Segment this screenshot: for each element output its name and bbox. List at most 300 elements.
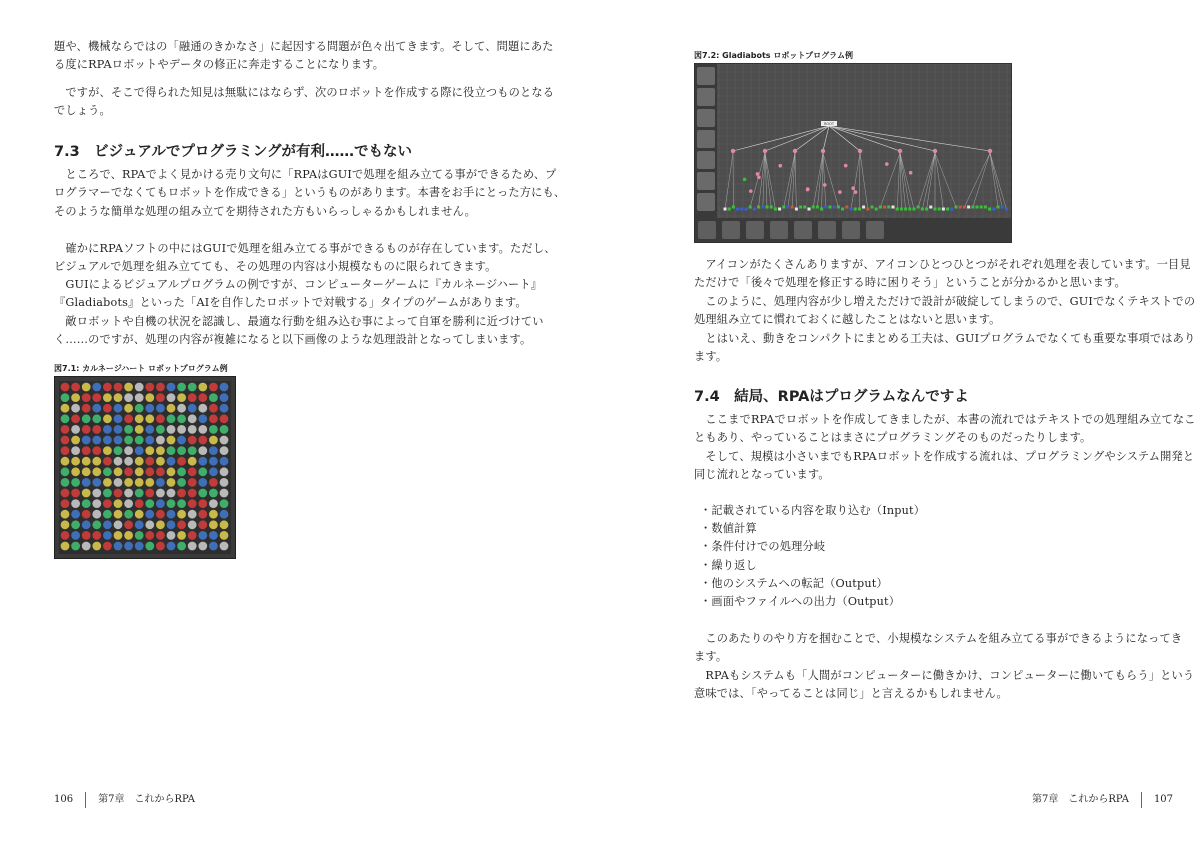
leaf-node (896, 208, 899, 211)
chip (188, 404, 197, 413)
chip (188, 510, 197, 519)
chip (82, 457, 91, 466)
page-footer (54, 790, 195, 808)
leaf-node (997, 206, 1000, 209)
chip (209, 414, 218, 423)
node (757, 175, 761, 179)
chip (167, 383, 176, 392)
chip (92, 531, 101, 540)
chip (145, 404, 154, 413)
paragraph: そして、規模は小さいまでもRPAロボットを作成する流れは、プログラミングやシステム開発と 同じ流れとなっています。 (694, 450, 1195, 482)
chip (177, 520, 186, 529)
chip (135, 467, 144, 476)
chip (114, 393, 123, 402)
bottom-button (842, 221, 860, 239)
chip (167, 542, 176, 551)
chip (71, 414, 80, 423)
leaf-node (778, 208, 781, 211)
chip (114, 510, 123, 519)
chip (156, 425, 165, 434)
chip (114, 499, 123, 508)
chip (82, 510, 91, 519)
chip (220, 499, 229, 508)
chip (103, 393, 112, 402)
leaf-node (774, 208, 777, 211)
chip (220, 457, 229, 466)
node (988, 149, 992, 153)
chip (198, 467, 207, 476)
bottom-button (866, 221, 884, 239)
leaf-node (808, 208, 811, 211)
chip (177, 404, 186, 413)
chip (114, 478, 123, 487)
chip (145, 542, 154, 551)
leaf-node (992, 208, 995, 211)
chip (92, 542, 101, 551)
chip (156, 414, 165, 423)
toolbar-button (697, 193, 715, 211)
chip (92, 489, 101, 498)
chip (103, 467, 112, 476)
chip (71, 478, 80, 487)
paragraph: 題や、機械ならではの「融通のきかなさ」に起因する問題が色々出てきます。そして、問題にあた る度にRPAロボットやデータの修正に奔走することになります。 (54, 40, 554, 72)
chip (145, 478, 154, 487)
node (823, 183, 827, 187)
chip (61, 478, 70, 487)
figure-caption: 図7.1: カルネージハート ロボットプログラム例 (54, 364, 228, 373)
chip (92, 510, 101, 519)
section-heading: 7.3 ビジュアルでプログラミングが有利……でもない (54, 144, 413, 160)
chip (156, 499, 165, 508)
chip (103, 404, 112, 413)
chip (167, 489, 176, 498)
chip (188, 425, 197, 434)
chip (220, 393, 229, 402)
chip (61, 499, 70, 508)
chip (71, 457, 80, 466)
list-item: ・記載されている内容を取り込む（Input） (700, 504, 926, 517)
leaf-node (887, 206, 890, 209)
leaf-node (875, 208, 878, 211)
chip (82, 489, 91, 498)
node (844, 164, 848, 168)
chip (209, 531, 218, 540)
figure-caption: 図7.2: Gladiabots ロボットプログラム例 (694, 51, 854, 60)
node (793, 149, 797, 153)
node (778, 164, 782, 168)
chip (114, 446, 123, 455)
toolbar-button (697, 109, 715, 127)
chip (145, 393, 154, 402)
leaf-node (812, 206, 815, 209)
page-number: 107 (1153, 794, 1174, 805)
chip (71, 531, 80, 540)
node (909, 171, 913, 175)
chip (103, 499, 112, 508)
chip (198, 446, 207, 455)
chip (92, 414, 101, 423)
paragraph: 確かにRPAソフトの中にはGUIで処理を組み立てる事ができるものが存在しています。ただし、 ビジュアルで処理を組み立てても、その処理の内容は小規模なものに限られてきます。 (54, 242, 556, 274)
chip (103, 542, 112, 551)
leaf-node (938, 208, 941, 211)
toolbar-button (697, 172, 715, 190)
leaf-node (908, 208, 911, 211)
chip (114, 531, 123, 540)
leaf-node (841, 208, 844, 211)
chip (188, 499, 197, 508)
chip (188, 467, 197, 476)
leaf-node (1005, 208, 1008, 211)
chip (145, 467, 154, 476)
node (756, 172, 760, 176)
chip (71, 467, 80, 476)
chip (114, 467, 123, 476)
chip (92, 457, 101, 466)
chip (177, 425, 186, 434)
leaf-node (791, 206, 794, 209)
chip (188, 478, 197, 487)
chip (114, 436, 123, 445)
chip (220, 531, 229, 540)
chip (177, 436, 186, 445)
chip (198, 489, 207, 498)
program-tree (695, 64, 1011, 242)
chip (220, 478, 229, 487)
leaf-node (929, 206, 932, 209)
chip (209, 467, 218, 476)
chip (209, 520, 218, 529)
chip (156, 489, 165, 498)
toolbar-button (697, 88, 715, 106)
chip (103, 510, 112, 519)
chip (124, 414, 133, 423)
chip (103, 457, 112, 466)
chip (145, 425, 154, 434)
chip (209, 393, 218, 402)
chip (71, 404, 80, 413)
chip (156, 542, 165, 551)
chip (114, 383, 123, 392)
toolbar-button (697, 130, 715, 148)
list-item: ・画面やファイルへの出力（Output） (700, 595, 901, 609)
chip (188, 542, 197, 551)
page-number: 106 (54, 794, 74, 805)
chip (114, 542, 123, 551)
chip (209, 499, 218, 508)
chip (82, 542, 91, 551)
chip (71, 446, 80, 455)
chip (220, 414, 229, 423)
leaf-node (740, 208, 743, 211)
chip (145, 436, 154, 445)
chip (82, 436, 91, 445)
canvas-background (695, 64, 1011, 242)
chip (61, 436, 70, 445)
chip (124, 393, 133, 402)
node (858, 149, 862, 153)
leaf-node (971, 206, 974, 209)
list-item: ・他のシステムへの転記（Output） (700, 576, 888, 590)
carnage-heart-program-figure (54, 376, 236, 559)
leaf-node (988, 208, 991, 211)
chip (177, 446, 186, 455)
leaf-node (946, 208, 949, 211)
leaf-node (854, 208, 857, 211)
chip (167, 404, 176, 413)
chip (177, 467, 186, 476)
chip (198, 383, 207, 392)
leaf-node (984, 206, 987, 209)
chip (82, 478, 91, 487)
chip (61, 467, 70, 476)
chip (61, 542, 70, 551)
chip (103, 478, 112, 487)
chip (177, 489, 186, 498)
leaf-node (829, 206, 832, 209)
chip (92, 425, 101, 434)
chip (82, 446, 91, 455)
chip (135, 404, 144, 413)
chip (135, 489, 144, 498)
chip (220, 446, 229, 455)
chip (198, 510, 207, 519)
chip (135, 414, 144, 423)
chip (167, 393, 176, 402)
chip (188, 520, 197, 529)
chip (198, 478, 207, 487)
chip (145, 489, 154, 498)
leaf-node (833, 206, 836, 209)
chip (156, 510, 165, 519)
divider (1141, 792, 1142, 808)
gladiabots-program-figure (694, 63, 1012, 243)
chip (82, 499, 91, 508)
chip (61, 404, 70, 413)
chip (198, 393, 207, 402)
chip (124, 520, 133, 529)
chip (188, 436, 197, 445)
chip (124, 510, 133, 519)
leaf-node (934, 208, 937, 211)
paragraph: RPAもシステムも「人間がコンピューターに働きかけ、コンピューターに働いてもらう」という 意味では、「やってることは同じ」と言えるかもしれません。 (694, 669, 1195, 701)
leaf-node (955, 206, 958, 209)
chip (61, 414, 70, 423)
chip (82, 425, 91, 434)
leaf-node (795, 208, 798, 211)
paragraph: アイコンがたくさんありますが、アイコンひとつひとつがそれぞれ処理を表しています。一目見 ただけで「後々で処理を修正する時に困りそう」ということが分かるかと思います。 (694, 258, 1191, 290)
leaf-node (745, 208, 748, 211)
chip (177, 393, 186, 402)
chip (61, 446, 70, 455)
paragraph: 敵ロボットや自機の状況を認識し、最適な行動を組み込む事によって自軍を勝利に近づけてい く……のですが、処理の内容が複雑になると以下画像のような処理設計となってしまいます。 (54, 315, 544, 347)
chip (198, 520, 207, 529)
chip (135, 478, 144, 487)
leaf-node (967, 206, 970, 209)
chip (209, 489, 218, 498)
chip (71, 510, 80, 519)
chip (61, 489, 70, 498)
chip (135, 510, 144, 519)
chip (167, 446, 176, 455)
node (933, 149, 937, 153)
leaf-node (942, 208, 945, 211)
chip (156, 393, 165, 402)
leaf-node (736, 208, 739, 211)
bottom-button (770, 221, 788, 239)
chip (135, 393, 144, 402)
chip (135, 531, 144, 540)
chip (145, 446, 154, 455)
leaf-node (963, 206, 966, 209)
leaf-node (900, 208, 903, 211)
chip (209, 404, 218, 413)
node (731, 149, 735, 153)
chip (209, 425, 218, 434)
chip (145, 531, 154, 540)
leaf-node (913, 208, 916, 211)
paragraph: ところで、RPAでよく見かける売り文句に「RPAはGUIで処理を組み立てる事ができるため、プ ログラマーでなくてもロボットを作成できる」というものがあります。本書をお手にとった方にも、 そのような簡単な処理の組み立てを期待された方もいらっしゃるかもしれません。 (54, 168, 566, 218)
chip (220, 510, 229, 519)
chip (156, 457, 165, 466)
leaf-node (845, 206, 848, 209)
chip (188, 531, 197, 540)
chip (198, 404, 207, 413)
leaf-node (787, 206, 790, 209)
leaf-node (766, 206, 769, 209)
paragraph: とはいえ、動きをコンパクトにまとめる工夫は、GUIプログラムでなくても重要な事項ではあり ます。 (694, 332, 1196, 364)
leaf-node (837, 206, 840, 209)
chip (188, 457, 197, 466)
chip (188, 446, 197, 455)
chip (103, 531, 112, 540)
chip (82, 531, 91, 540)
chip (156, 446, 165, 455)
leaf-node (782, 206, 785, 209)
node (854, 190, 858, 194)
chip (103, 383, 112, 392)
leaf-node (1001, 206, 1004, 209)
chip (61, 510, 70, 519)
chip (124, 446, 133, 455)
chip (124, 467, 133, 476)
leaf-node (921, 208, 924, 211)
chip (145, 510, 154, 519)
chip (124, 542, 133, 551)
chip (92, 446, 101, 455)
chip (71, 520, 80, 529)
list-item: ・繰り返し (700, 558, 757, 572)
chip (145, 520, 154, 529)
chip (156, 404, 165, 413)
leaf-node (917, 206, 920, 209)
leaf-node (879, 206, 882, 209)
leaf-node (866, 208, 869, 211)
chip (167, 499, 176, 508)
chip (61, 425, 70, 434)
chip (167, 425, 176, 434)
chip (209, 542, 218, 551)
chip (135, 542, 144, 551)
chip (82, 393, 91, 402)
chip (177, 531, 186, 540)
paragraph: このように、処理内容が少し増えただけで設計が破綻してしまうので、GUIでなくテキストでの 処理組み立てに慣れておくに越したことはないと思います。 (694, 295, 1196, 327)
paragraph: ですが、そこで得られた知見は無駄にはならず、次のロボットを作成する際に役立つものとなる でしょう。 (54, 86, 555, 118)
chip (167, 478, 176, 487)
chip (135, 436, 144, 445)
chip (92, 436, 101, 445)
leaf-node (980, 206, 983, 209)
leaf-node (749, 206, 752, 209)
leaf-node (816, 206, 819, 209)
chip (167, 510, 176, 519)
chip (114, 404, 123, 413)
chip (61, 531, 70, 540)
chip (177, 478, 186, 487)
chip (71, 542, 80, 551)
chip (220, 489, 229, 498)
chip (145, 457, 154, 466)
section-heading: 7.4 結局、RPAはプログラムなんですよ (694, 389, 969, 405)
chip (145, 499, 154, 508)
leaf-node (753, 208, 756, 211)
leaf-node (950, 208, 953, 211)
chip (156, 478, 165, 487)
root-label: ROOT (823, 122, 835, 126)
chip (71, 393, 80, 402)
node (763, 149, 767, 153)
chip (156, 436, 165, 445)
chip (92, 499, 101, 508)
leaf-node (824, 206, 827, 209)
chip (198, 457, 207, 466)
chip (220, 467, 229, 476)
bottom-button (818, 221, 836, 239)
leaf-node (761, 206, 764, 209)
chip (167, 414, 176, 423)
node (821, 149, 825, 153)
chip (124, 478, 133, 487)
chip (177, 383, 186, 392)
node (838, 190, 842, 194)
chip (124, 383, 133, 392)
chip (135, 520, 144, 529)
leaf-node (883, 206, 886, 209)
chip (124, 531, 133, 540)
chip (124, 457, 133, 466)
chip (124, 499, 133, 508)
chip (167, 520, 176, 529)
node (749, 189, 753, 193)
chip (188, 414, 197, 423)
chip (124, 489, 133, 498)
chip (156, 383, 165, 392)
bottom-button (722, 221, 740, 239)
paragraph: ここまでRPAでロボットを作成してきましたが、本書の流れではテキストでの処理組み立てなこ ともあり、やっていることはまさにプログラミングそのものだったりします。 (694, 413, 1196, 445)
chip (188, 383, 197, 392)
chip (61, 520, 70, 529)
chip (209, 478, 218, 487)
chip (135, 383, 144, 392)
toolbar-button (697, 151, 715, 169)
node (885, 162, 889, 166)
chip (124, 425, 133, 434)
chip (103, 446, 112, 455)
chip (209, 446, 218, 455)
leaf-node (858, 208, 861, 211)
leaf-node (728, 208, 731, 211)
chip (103, 436, 112, 445)
node (898, 149, 902, 153)
